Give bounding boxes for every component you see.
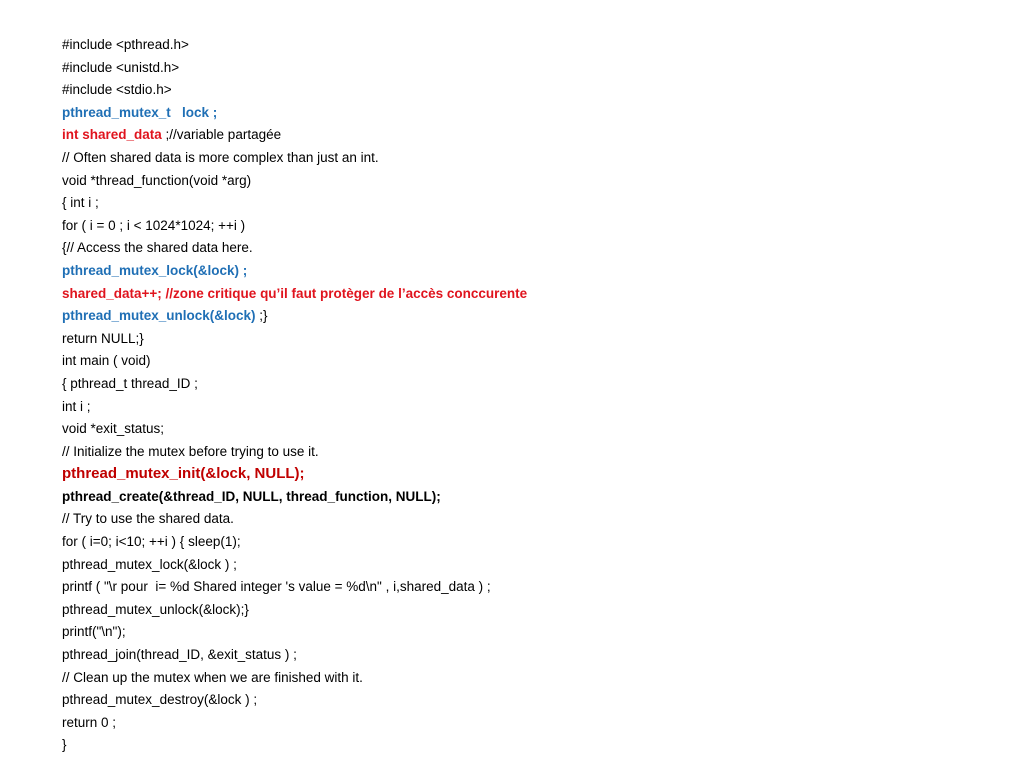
code-line: // Initialize the mutex before trying to use it.	[62, 443, 319, 459]
code-fragment: pthread_mutex_unlock(&lock)	[62, 308, 256, 324]
code-line: void *exit_status;	[62, 421, 165, 437]
code-line: return NULL;}	[62, 330, 144, 346]
code-line: #include <unistd.h>	[62, 59, 180, 75]
code-fragment: ;//variable partagée	[161, 127, 282, 143]
code-line: pthread_mutex_destroy(&lock ) ;	[62, 692, 258, 708]
code-line: void *thread_function(void *arg)	[62, 172, 252, 188]
code-line: pthread_mutex_lock(&lock ) ;	[62, 556, 237, 572]
code-line: { int i ;	[62, 195, 99, 211]
code-line: { pthread_t thread_ID ;	[62, 375, 198, 391]
code-line	[62, 305, 527, 328]
code-line: return 0 ;	[62, 714, 117, 730]
code-line: for ( i=0; i<10; ++i ) { sleep(1);	[62, 534, 241, 550]
code-line: }	[62, 737, 67, 753]
code-line: pthread_mutex_lock(&lock) ;	[62, 262, 248, 278]
code-line: // Often shared data is more complex than just an int.	[62, 149, 379, 165]
code-fragment: int shared_data	[62, 127, 162, 143]
code-line: for ( i = 0 ; i < 1024*1024; ++i )	[62, 217, 246, 233]
code-line: // Try to use the shared data.	[62, 511, 234, 527]
code-line: pthread_mutex_unlock(&lock);}	[62, 601, 249, 617]
code-line: pthread_create(&thread_ID, NULL, thread_function, NULL);	[62, 488, 441, 504]
code-line: pthread_mutex_t lock ;	[62, 104, 218, 120]
code-line: int i ;	[62, 398, 91, 414]
code-line: pthread_mutex_init(&lock, NULL);	[62, 465, 305, 483]
code-listing	[62, 34, 527, 757]
code-line: #include <pthread.h>	[62, 37, 189, 52]
code-fragment: ;}	[255, 308, 268, 324]
code-line: printf("\n");	[62, 624, 126, 640]
code-line: int main ( void)	[62, 353, 151, 369]
code-line: #include <stdio.h>	[62, 82, 172, 98]
code-line: pthread_join(thread_ID, &exit_status ) ;	[62, 647, 297, 663]
code-line: {// Access the shared data here.	[62, 240, 253, 256]
code-line: shared_data++; //zone critique qu’il faut protèger de l’accès conccurente	[62, 285, 528, 301]
code-line	[62, 124, 527, 147]
code-line: // Clean up the mutex when we are finished with it.	[62, 669, 363, 685]
code-line: printf ( "\r pour i= %d Shared integer 's value = %d\n" , i,shared_data ) ;	[62, 579, 491, 595]
